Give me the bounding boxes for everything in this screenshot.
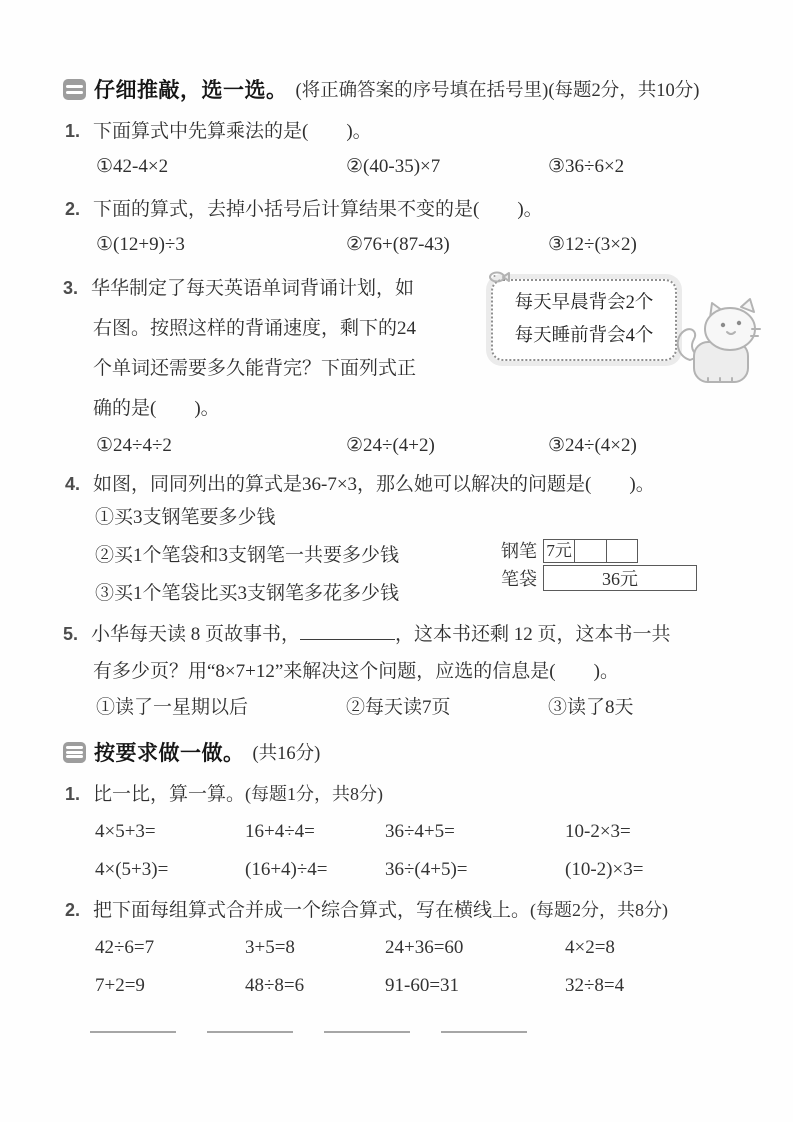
section-one-note: (将正确答案的序号填在括号里)(每题2分，共10分): [295, 81, 700, 101]
answer-line: [207, 1031, 293, 1033]
option: ②买1个笔袋和3支钢笔一共要多少钱: [95, 545, 400, 566]
answer-line: [441, 1031, 527, 1033]
case-label: 笔袋: [501, 569, 537, 589]
equation: 16+4÷4=: [245, 821, 315, 842]
question-2-text: 下面的算式，去掉小括号后计算结果不变的是( )。: [93, 199, 543, 220]
equation: 36÷(4+5)=: [385, 859, 468, 880]
question-5: [63, 615, 738, 691]
memo-line-2: 每天睡前背会4个: [514, 326, 654, 346]
pen-price-cell: 7元: [544, 540, 575, 562]
case-bar: 36元: [543, 565, 697, 591]
question-2: [63, 194, 738, 224]
question-3-text-3: 个单词还需要多久能背完？下面列式正: [93, 358, 417, 379]
section-two-question-1: [63, 779, 738, 809]
question-5-line-2: 有多少页？用“8×7+12”来解决这个问题，应选的信息是( )。: [93, 661, 619, 682]
question-2-number: 2.: [65, 199, 81, 219]
option: ③读了8天: [548, 697, 634, 718]
equation: 42÷6=7: [95, 937, 155, 958]
answer-lines-row: [63, 1031, 738, 1033]
question-3-options: [63, 431, 738, 461]
s2-q1-note: (每题1分，共8分): [245, 784, 384, 804]
question-1: [63, 116, 738, 146]
question-5-text-before: 小华每天读 8 页故事书，: [91, 624, 301, 645]
equation: (16+4)÷4=: [245, 859, 328, 880]
option: ②(40-35)×7: [346, 156, 441, 177]
price-bar-diagram: [501, 539, 697, 591]
question-4-line: [63, 469, 738, 499]
s2-q2-text: 把下面每组算式合并成一个综合算式，写在横线上。: [93, 900, 531, 921]
equation: 10-2×3=: [565, 821, 631, 842]
question-5-line-1: [63, 615, 738, 653]
option: ①(12+9)÷3: [96, 234, 185, 255]
option: ②每天读7页: [346, 697, 451, 718]
question-4: [63, 469, 738, 613]
section-three-badge-icon: [63, 742, 86, 763]
cat-illustration-icon: [664, 296, 764, 388]
pen-empty-cell: [607, 540, 637, 562]
section-one-header: [63, 74, 738, 104]
section-two-question-2: [63, 895, 738, 925]
equation: 24+36=60: [385, 937, 464, 958]
option: ①24÷4÷2: [96, 435, 172, 456]
equation: 36÷4+5=: [385, 821, 455, 842]
fish-icon: [488, 269, 512, 284]
question-2-options: [63, 230, 738, 260]
question-5-text-after: ，这本书还剩 12 页，这本书一共: [395, 624, 671, 645]
answer-line: [90, 1031, 176, 1033]
question-3: [63, 268, 738, 429]
s2-q1-text: 比一比，算一算。: [93, 784, 246, 805]
equation: (10-2)×3=: [565, 859, 644, 880]
option: ③24÷(4×2): [548, 435, 637, 456]
s2-q2-number: 2.: [65, 900, 81, 920]
question-3-text-2: 右图。按照这样的背诵速度，剩下的24: [93, 318, 417, 339]
memo-figure: [486, 274, 736, 384]
question-3-number: 3.: [63, 278, 79, 298]
option: ③12÷(3×2): [548, 234, 637, 255]
equation: 48÷8=6: [245, 975, 305, 996]
pen-label: 钢笔: [501, 541, 537, 561]
question-1-text: 下面算式中先算乘法的是( )。: [93, 121, 372, 142]
section-two-note: (共16分): [252, 744, 321, 764]
equation: 4×(5+3)=: [95, 859, 169, 880]
group-row-2: [63, 971, 738, 1001]
option: ②76+(87-43): [346, 234, 450, 255]
question-5-options: [63, 693, 738, 723]
question-3-text-4: 确的是( )。: [93, 398, 220, 419]
question-3-text-1: 华华制定了每天英语单词背诵计划，如: [91, 278, 415, 299]
question-4-text: 如图，同同列出的算式是36-7×3，那么她可以解决的问题是( )。: [93, 474, 655, 495]
s2-q1-number: 1.: [65, 784, 81, 804]
question-5-number: 5.: [63, 624, 79, 644]
memo-line-1: 每天早晨背会2个: [514, 293, 654, 313]
calc-row-2: [63, 855, 738, 885]
option: ①读了一星期以后: [96, 697, 249, 718]
equation: 4×2=8: [565, 937, 615, 958]
equation: 7+2=9: [95, 975, 145, 996]
calc-row-1: [63, 817, 738, 847]
answer-line: [324, 1031, 410, 1033]
option: ③36÷6×2: [548, 156, 625, 177]
option: ②24÷(4+2): [346, 435, 435, 456]
equation: 4×5+3=: [95, 821, 156, 842]
section-one-title: 仔细推敲，选一选。: [94, 79, 288, 102]
equation: 3+5=8: [245, 937, 295, 958]
equation: 32÷8=4: [565, 975, 625, 996]
section-two-title: 按要求做一做。: [94, 742, 245, 765]
question-4-number: 4.: [65, 474, 81, 494]
option: ③买1个笔袋比买3支钢笔多花多少钱: [95, 583, 400, 604]
option: ①买3支钢笔要多少钱: [95, 507, 276, 528]
fill-in-blank: [300, 620, 395, 640]
question-1-number: 1.: [65, 121, 81, 141]
equation: 91-60=31: [385, 975, 460, 996]
s2-q2-note: (每题2分，共8分): [530, 900, 669, 920]
group-row-1: [63, 933, 738, 963]
section-two-header: [63, 737, 738, 767]
memo-box: [486, 274, 682, 366]
pen-bar: [543, 539, 638, 563]
pen-empty-cell: [575, 540, 606, 562]
section-two-badge-icon: [63, 79, 86, 100]
question-1-options: [63, 152, 738, 182]
option: ①42-4×2: [96, 156, 169, 177]
